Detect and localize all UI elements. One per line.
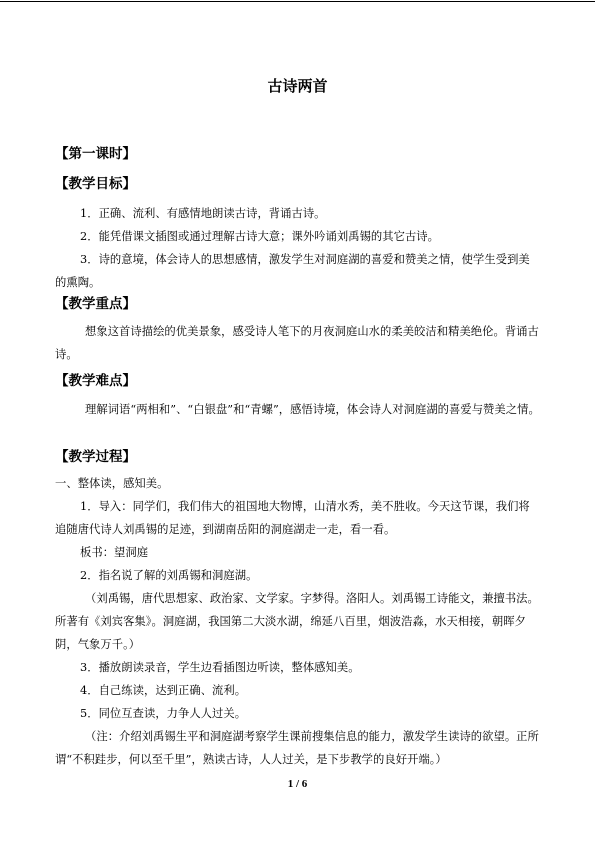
focus-text: 想象这首诗描绘的优美景象，感受诗人笔下的月夜洞庭山水的柔美皎洁和精美绝伦。背诵古诗。 [55,325,539,361]
goal-item-2: 2．能凭借课文插图或通过理解古诗大意；课外吟诵刘禹锡的其它古诗。 [80,230,439,243]
process-item-2: 2．指名说了解的刘禹锡和洞庭湖。 [80,569,258,582]
section-heading-lesson: 【第一课时】 [55,146,136,162]
section-heading-difficulty: 【教学难点】 [55,373,136,389]
process-board: 板书：望洞庭 [80,546,149,559]
document-title: 古诗两首 [267,77,328,95]
section-heading-process: 【教学过程】 [55,449,136,465]
process-item-5: 5．同位互查读，力争人人过关。 [80,707,247,720]
goal-item-3: 3．诗的意境，体会诗人的思想感情，激发学生对洞庭湖的喜爱和赞美之情，使学生受到美的熏陶。 [55,253,530,289]
process-item-1: 1．导入：同学们，我们伟大的祖国地大物博，山清水秀，美不胜收。今天这节课，我们将追随唐代诗人刘禹锡的足迹，到湖南岳阳的洞庭湖走一走，看一看。 [55,500,530,536]
process-step-1: 一、整体读，感知美。 [55,477,169,490]
page-number: 1 / 6 [287,778,308,790]
goal-item-1: 1．正确、流利、有感情地朗读古诗，背诵古诗。 [80,207,326,220]
process-note: （注：介绍刘禹锡生平和洞庭湖考察学生课前搜集信息的能力，激发学生读诗的欲望。正所谓“不积跬步，何以至千里”，熟读古诗，人人过关，是下步教学的良好开端。） [55,730,539,766]
process-item-2-note: （刘禹锡，唐代思想家、政治家、文学家。字梦得。洛阳人。刘禹锡工诗能文，兼擅书法。所著有《刘宾客集》。洞庭湖，我国第二大淡水湖，绵延八百里，烟波浩淼，水天相接，朝晖夕阴，气象万千。） [55,592,539,651]
process-item-3: 3．播放朗读录音，学生边看插图边听读，整体感知美。 [80,661,360,674]
section-heading-focus: 【教学重点】 [55,296,136,312]
section-heading-goals: 【教学目标】 [55,176,136,192]
process-item-4: 4．自己练读，达到正确、流利。 [80,684,247,697]
header-rule [0,1,595,2]
difficulty-text: 理解词语“两相和”、“白银盘”和“青螺”，感悟诗境，体会诗人对洞庭湖的喜爱与赞美之情。 [85,403,540,416]
